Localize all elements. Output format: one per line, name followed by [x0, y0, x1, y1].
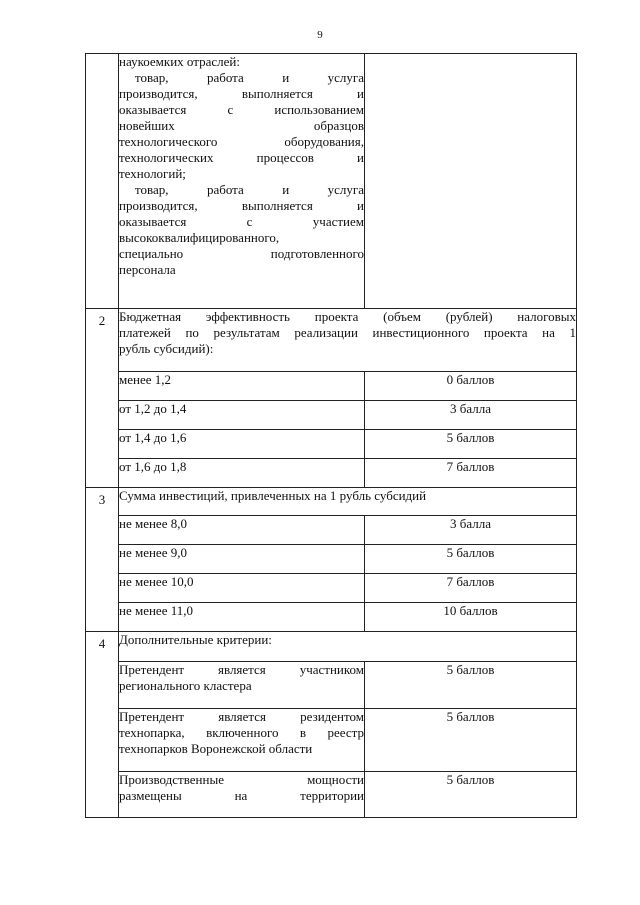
text-line: оказывается с участием — [119, 214, 364, 229]
criterion-title: Дополнительные критерии: — [119, 632, 577, 662]
criterion-number: 3 — [86, 488, 119, 632]
text-line: высококвалифицированного, — [119, 230, 280, 245]
option-row — [86, 459, 577, 488]
text-line: технологических процессов и — [119, 150, 364, 165]
text-line: персонала — [119, 262, 176, 277]
continuation-row — [86, 54, 577, 309]
option-score: 7 баллов — [365, 459, 577, 488]
option-row — [86, 662, 577, 709]
option-score: 5 баллов — [365, 709, 577, 772]
option-label: от 1,4 до 1,6 — [119, 430, 365, 459]
option-score: 5 баллов — [365, 662, 577, 709]
option-label: менее 1,2 — [119, 372, 365, 401]
option-label — [119, 662, 365, 709]
text-line: товар, работа и услуга — [135, 70, 364, 85]
option-row — [86, 401, 577, 430]
text-line: новейших образцов — [119, 118, 364, 133]
criterion-number: 4 — [86, 632, 119, 818]
text-line: оказывается с использованием — [119, 102, 364, 117]
option-row — [86, 372, 577, 401]
option-row — [86, 709, 577, 772]
continuation-score-cell — [365, 54, 577, 309]
option-score: 7 баллов — [365, 574, 577, 603]
text-line: размещены на территории — [119, 788, 364, 803]
option-score: 5 баллов — [365, 772, 577, 818]
option-row — [86, 574, 577, 603]
text-line: технопарков Воронежской области — [119, 741, 313, 756]
text-line: товар, работа и услуга — [135, 182, 364, 197]
option-score: 10 баллов — [365, 603, 577, 632]
option-label: не менее 8,0 — [119, 516, 365, 545]
text-line: регионального кластера — [119, 678, 252, 693]
text-line: платежей по результатам реализации инвестиционного проекта на 1 — [119, 325, 576, 340]
option-row — [86, 772, 577, 818]
option-label — [119, 772, 365, 818]
text-line: Претендент является резидентом — [119, 709, 364, 724]
criterion-header-row — [86, 309, 577, 372]
page-number: 9 — [317, 29, 323, 41]
option-score: 0 баллов — [365, 372, 577, 401]
criterion-title: Сумма инвестиций, привлеченных на 1 рубль субсидий — [119, 488, 577, 516]
option-label — [119, 709, 365, 772]
text-line: производится, выполняется и — [119, 86, 364, 101]
text-line: Бюджетная эффективность проекта (объем (рублей) налоговых — [119, 309, 576, 324]
text-line: технопарка, включенного в реестр — [119, 725, 364, 740]
text-line: Производственные мощности — [119, 772, 364, 787]
text-line: производится, выполняется и — [119, 198, 364, 213]
criterion-title — [119, 309, 577, 372]
option-row — [86, 545, 577, 574]
option-score: 5 баллов — [365, 430, 577, 459]
option-label: от 1,2 до 1,4 — [119, 401, 365, 430]
option-row — [86, 516, 577, 545]
option-label: не менее 11,0 — [119, 603, 365, 632]
criteria-table — [85, 53, 577, 818]
text-line: технологического оборудования, — [119, 134, 364, 149]
continuation-num-cell — [86, 54, 119, 309]
option-row — [86, 603, 577, 632]
option-score: 5 баллов — [365, 545, 577, 574]
text-line: технологий; — [119, 166, 186, 181]
option-row — [86, 430, 577, 459]
criterion-number: 2 — [86, 309, 119, 488]
option-label: от 1,6 до 1,8 — [119, 459, 365, 488]
text-line: рубль субсидий): — [119, 341, 214, 356]
text-line: наукоемких отраслей: — [119, 54, 240, 69]
criterion-header-row — [86, 488, 577, 516]
option-score: 3 балла — [365, 516, 577, 545]
text-line: Претендент является участником — [119, 662, 364, 677]
option-label: не менее 10,0 — [119, 574, 365, 603]
option-label: не менее 9,0 — [119, 545, 365, 574]
continuation-text-cell — [119, 54, 365, 309]
criterion-header-row — [86, 632, 577, 662]
text-line: специально подготовленного — [119, 246, 364, 261]
option-score: 3 балла — [365, 401, 577, 430]
